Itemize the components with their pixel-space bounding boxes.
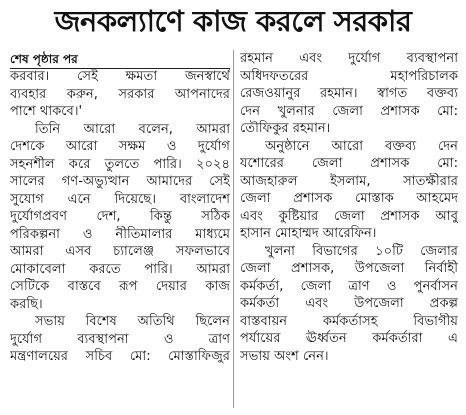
article-headline: জনকল্যাণে কাজ করলে সরকার xyxy=(54,4,412,38)
left-column-text xyxy=(10,68,230,366)
text-line: যশোরের জেলা প্রশাসক মো: xyxy=(240,156,458,171)
text-line: রহমান এবং দুর্যোগ ব্যবস্থাপনা xyxy=(240,51,458,66)
text-line: সহনশীল করে তুলতে পারি। ২০২৪ xyxy=(10,156,230,172)
text-line: সভায় অংশ নেন। xyxy=(240,348,329,364)
text-line: অনুষ্ঠানে আরো বক্তব্য দেন xyxy=(265,138,458,154)
text-line: সালের গণ-অভ্যুত্থান আমাদের সেই xyxy=(10,174,230,189)
text-line: আজহারুল ইসলাম, সাতক্ষীরার xyxy=(240,173,458,189)
text-line: দুর্যোগপ্রবণ দেশ, কিন্তু সঠিক xyxy=(10,209,230,224)
text-line: সেটিকে বাস্তবে রূপ দেয়ার কাজ xyxy=(10,279,230,294)
text-line: জেলা প্রশাসক, উপজেলা নির্বাহী xyxy=(240,261,458,276)
text-line: তিনি আরো বলেন, আমরা xyxy=(35,121,230,137)
text-line: মোকাবেলা করতে পারি। আমরা xyxy=(10,261,230,277)
text-line: বাস্তবায়ন কর্মকর্তাসহ বিভাগীয় xyxy=(240,313,458,329)
text-line: দেন খুলনার জেলা প্রশাসক মো: xyxy=(240,103,458,119)
text-line: কর্মকর্তা এবং উপজেলা প্রকল্প xyxy=(240,296,458,311)
text-line: তৌফিকুর রহমান। xyxy=(240,121,331,136)
continued-from-label: শেষ পৃষ্ঠার পর xyxy=(10,52,78,66)
column-divider xyxy=(233,50,234,408)
text-line: মন্ত্রণালয়ের সচিব মো: মোস্তাফিজুর xyxy=(10,349,230,364)
text-line: পর্যায়ের ঊর্ধ্বতন কর্মকর্তারা এ xyxy=(240,331,458,346)
text-line: কর্মকর্তা, জেলা ত্রাণ ও পুনর্বাসন xyxy=(240,278,458,294)
text-line: করছি। xyxy=(10,296,43,312)
text-line: খুলনা বিভাগের ১০টি জেলার xyxy=(265,243,458,259)
text-line: রেজওয়ানুর রহমান। স্বাগত বক্তব্য xyxy=(240,86,458,101)
continued-divider xyxy=(10,68,230,69)
text-line: জেলা প্রশাসক মোস্তাক আহমেদ xyxy=(240,191,458,206)
text-line: এবং কুষ্টিয়ার জেলা প্রশাসক আবু xyxy=(240,208,458,224)
text-line: পাশে থাকবে।' xyxy=(10,104,83,119)
right-column-text xyxy=(240,50,458,365)
text-line: ব্যবহার করুন, সরকার আপনাদের xyxy=(10,86,230,102)
text-line: সভায় বিশেষ অতিথি ছিলেন xyxy=(35,314,230,329)
right-column xyxy=(240,50,458,365)
text-line: পরিকল্পনা ও নীতিমালার মাধ্যমে xyxy=(10,226,230,242)
text-line: করবার। সেই ক্ষমতা জনস্বার্থে xyxy=(10,69,230,84)
text-line: অধিদফতরের মহাপরিচালক xyxy=(240,68,458,84)
text-line: সুযোগ এনে দিয়েছে। বাংলাদেশ xyxy=(10,191,230,207)
left-column xyxy=(10,50,230,366)
text-line: দুর্যোগ ব্যবস্থাপনা ও ত্রাণ xyxy=(10,331,230,347)
text-line: আমরা এসব চ্যালেঞ্জ সফলভাবে xyxy=(10,244,230,259)
text-line: হাসান মোহাম্মদ আরেফিন। xyxy=(240,226,377,241)
text-line: দেশকে আরো সক্ষম ও দুর্যোগ xyxy=(10,139,230,154)
